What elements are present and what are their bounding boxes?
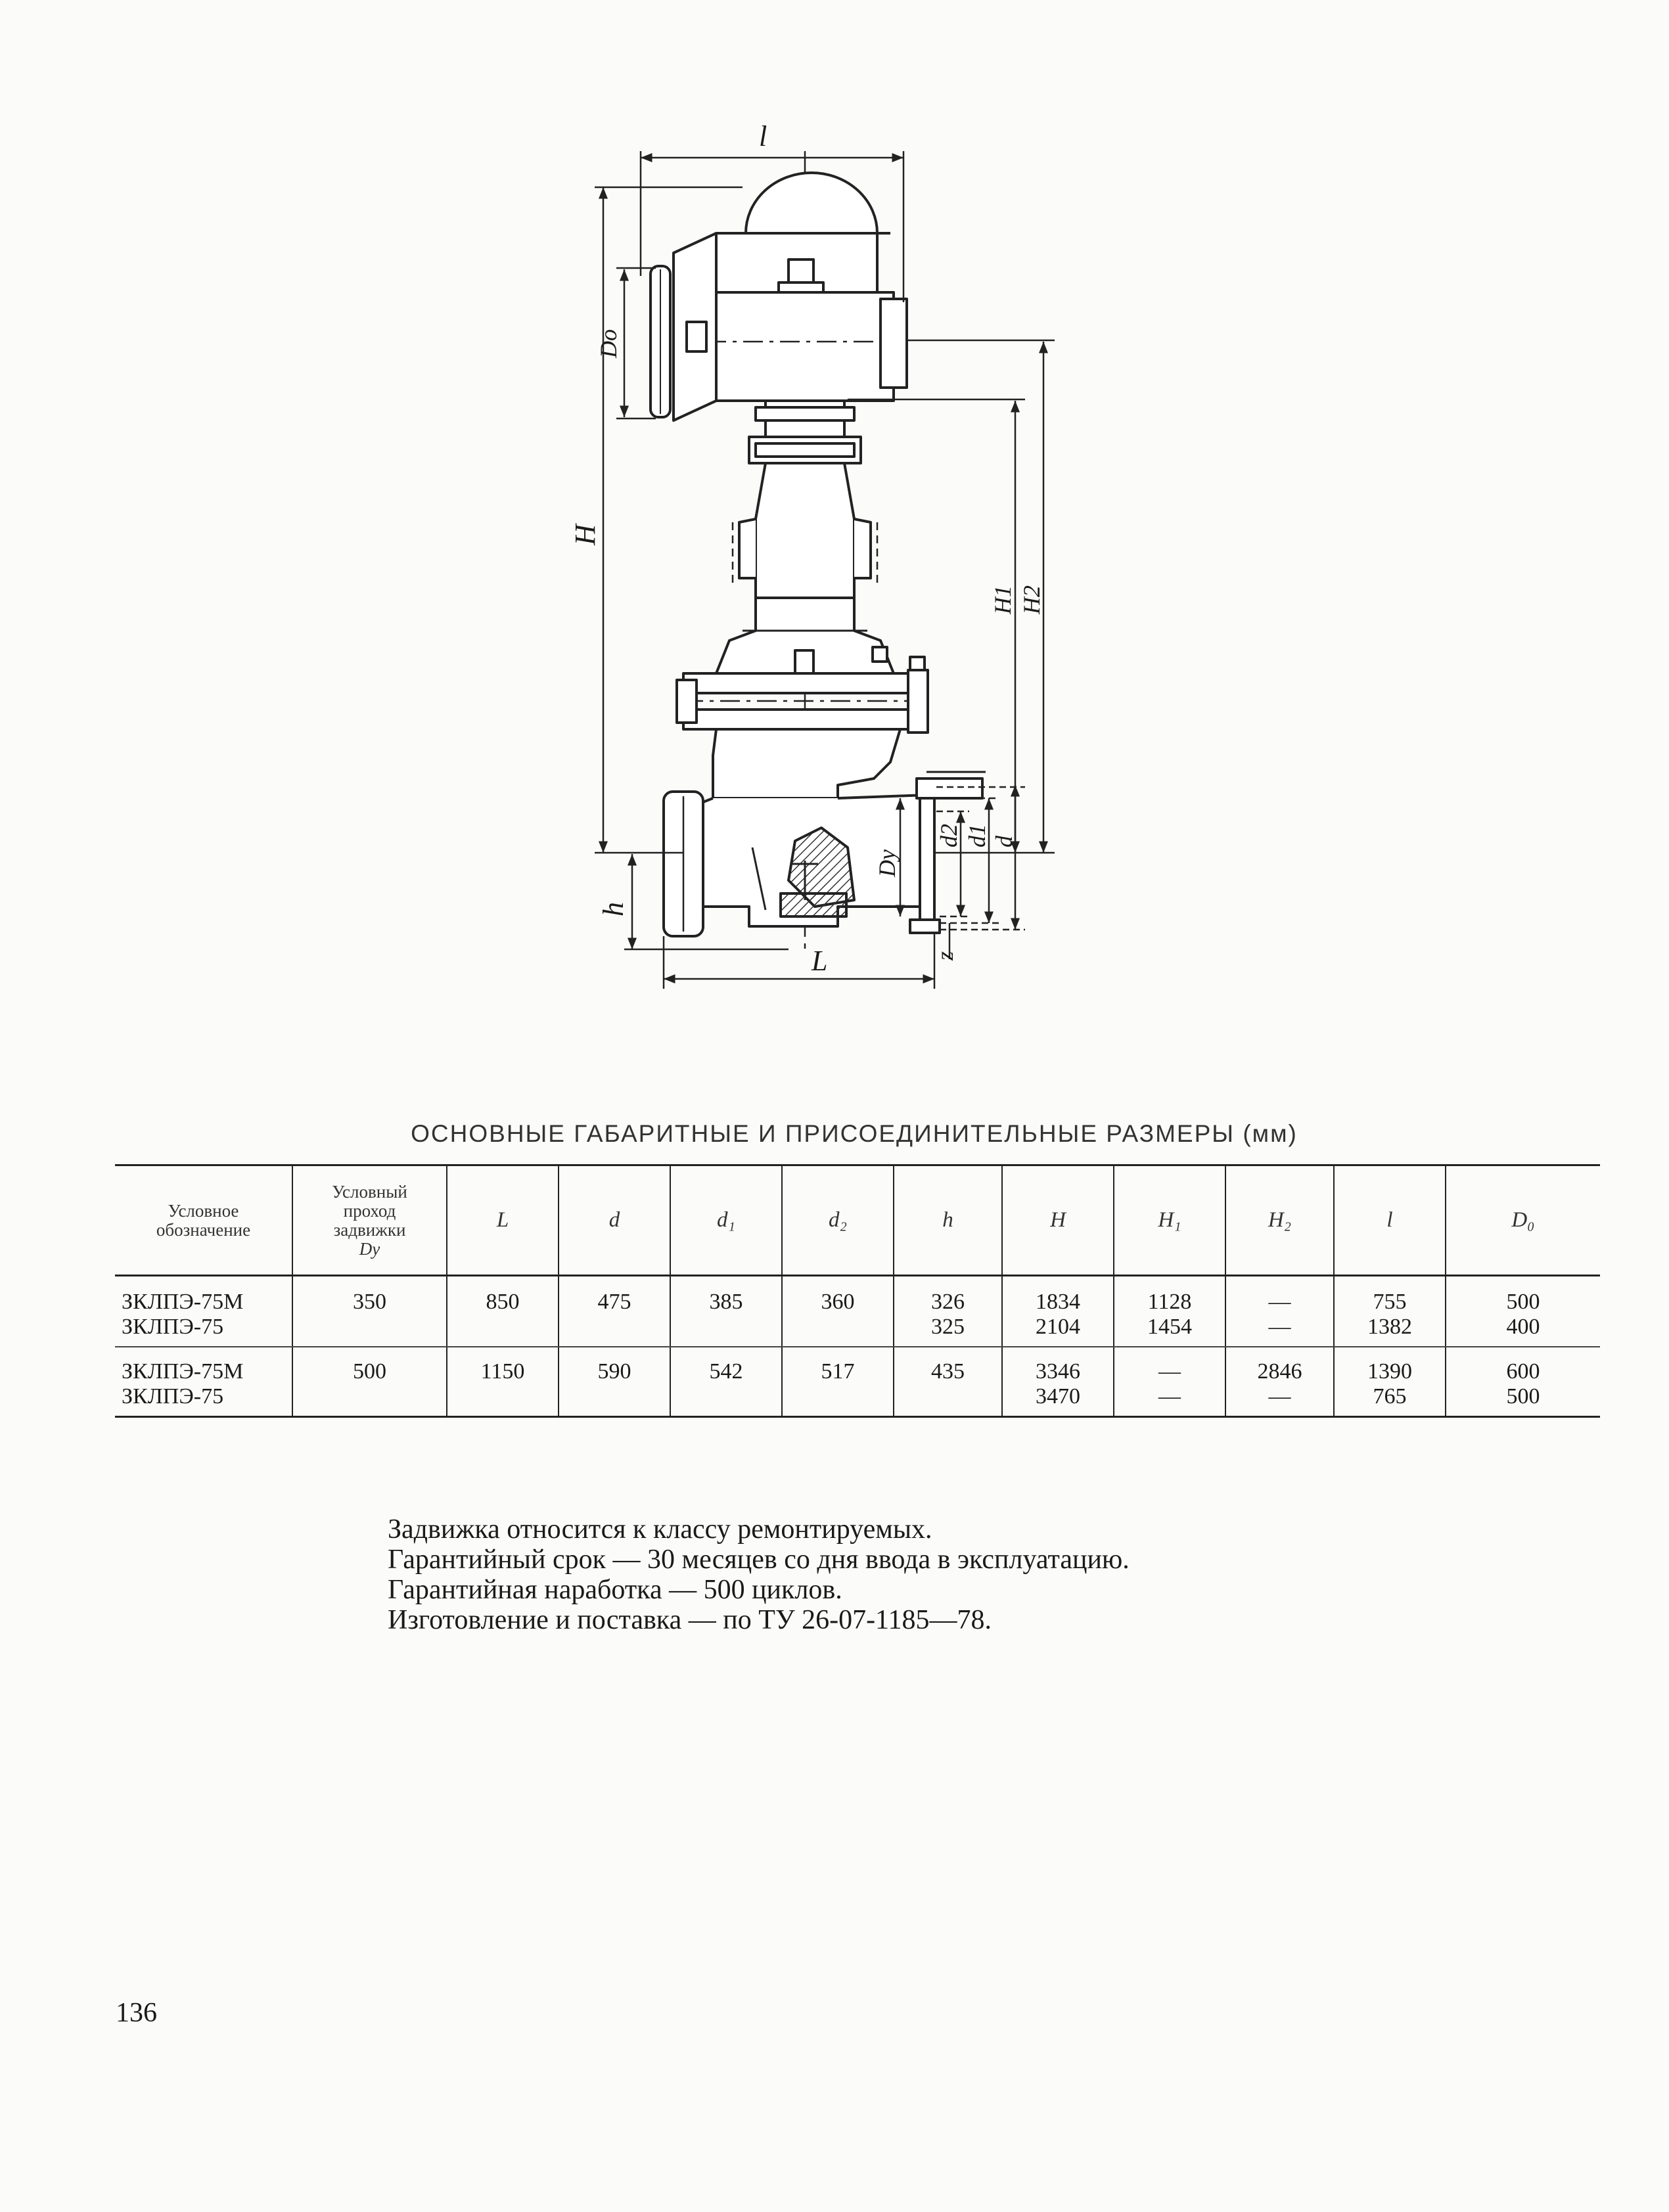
outlet-pipe [920, 788, 934, 926]
yoke [756, 463, 854, 598]
cell-value: 1390 [1367, 1359, 1412, 1384]
note-line: Гарантийная наработка — 500 циклов. [388, 1575, 842, 1605]
cell-value: 385 [709, 1290, 743, 1314]
table-cell [1334, 1347, 1446, 1417]
cell-value: — [1268, 1290, 1291, 1314]
table-cell [1114, 1276, 1225, 1347]
table-header-cell [894, 1165, 1002, 1276]
dim-z-label: z [932, 951, 958, 960]
table-header-cell [115, 1165, 292, 1276]
cell-value: 326 [931, 1290, 965, 1314]
table-header-row [115, 1165, 1600, 1276]
header-line: Условное [168, 1200, 239, 1221]
cell-value: 350 [353, 1290, 386, 1314]
header-line: H₂ [1268, 1208, 1292, 1232]
table-header-cell [1334, 1165, 1446, 1276]
cell-value: — [1268, 1384, 1291, 1409]
dim-d2-label: d2 [936, 824, 962, 847]
table-caption: ОСНОВНЫЕ ГАБАРИТНЫЕ И ПРИСОЕДИНИТЕЛЬНЫЕ РАЗМЕРЫ (мм) [411, 1120, 1298, 1147]
dim-H2-label: H2 [1018, 585, 1045, 614]
dimensions-table [115, 1164, 1600, 1418]
table-cell [559, 1276, 670, 1347]
cell-value: ЗКЛПЭ-75М [122, 1359, 244, 1384]
table-cell [1002, 1347, 1114, 1417]
table-cell [559, 1347, 670, 1417]
cell-value: 360 [821, 1290, 855, 1314]
table-header-cell [1002, 1165, 1114, 1276]
table-cell [1334, 1276, 1446, 1347]
cell-value: 765 [1373, 1384, 1407, 1409]
dim-Dy-label: Dy [874, 849, 900, 877]
cell-value: 500 [353, 1359, 386, 1384]
table-header-cell [1225, 1165, 1334, 1276]
table-cell [894, 1276, 1002, 1347]
dim-h-label: h [597, 902, 629, 916]
table-header-cell [447, 1165, 559, 1276]
cell-value: 3470 [1036, 1384, 1080, 1409]
cell-value: ЗКЛПЭ-75М [122, 1290, 244, 1314]
table-header-cell [292, 1165, 447, 1276]
table-cell [1002, 1276, 1114, 1347]
table-cell [894, 1347, 1002, 1417]
cell-value: 1382 [1367, 1315, 1412, 1339]
dim-L [664, 933, 934, 989]
table-cell [1225, 1276, 1334, 1347]
dim-H-label: H [569, 524, 601, 545]
cell-value: 2846 [1257, 1359, 1302, 1384]
table-cell [115, 1347, 292, 1417]
cell-value: 600 [1506, 1359, 1540, 1384]
header-line: Dу [359, 1238, 380, 1259]
header-line: H [1050, 1208, 1066, 1232]
table-cell [115, 1276, 292, 1347]
table-row [115, 1347, 1600, 1417]
dim-d-group [936, 785, 1025, 959]
header-line: проход [343, 1200, 396, 1221]
note-line: Задвижка относится к классу ремонтируемых. [388, 1514, 932, 1545]
note-line: Изготовление и поставка — по ТУ 26-07-1185—78. [388, 1605, 992, 1635]
header-line: h [942, 1208, 953, 1232]
cell-value: 850 [486, 1290, 520, 1314]
table-header-cell [1446, 1165, 1600, 1276]
header-line: d₂ [829, 1208, 847, 1232]
table-cell [782, 1347, 894, 1417]
cell-value: 475 [597, 1290, 631, 1314]
table-cell [1225, 1347, 1334, 1417]
table-cell [292, 1347, 447, 1417]
cell-value: 1150 [480, 1359, 525, 1384]
cell-value: 542 [709, 1359, 743, 1384]
cell-value: 1128 [1147, 1290, 1192, 1314]
cell-value: 435 [931, 1359, 965, 1384]
dim-L-label: L [812, 945, 828, 977]
cell-value: ЗКЛПЭ-75 [122, 1315, 224, 1339]
dim-d1-label: d1 [964, 824, 990, 847]
table-cell [1114, 1347, 1225, 1417]
motor-dome [733, 173, 890, 233]
gate-valve-drawing [0, 0, 1669, 1025]
table-cell [782, 1276, 894, 1347]
header-line: d [608, 1208, 620, 1232]
table-header-cell [670, 1165, 782, 1276]
dim-d-label: d [991, 836, 1017, 847]
table-row [115, 1276, 1600, 1347]
header-line: задвижки [333, 1219, 406, 1240]
table-cell [292, 1276, 447, 1347]
cell-value: 500 [1506, 1290, 1540, 1314]
dim-Do-label: Do [595, 329, 622, 358]
header-line: L [496, 1208, 509, 1232]
notes-block [388, 1514, 1570, 1635]
cell-value: 400 [1506, 1315, 1540, 1339]
cell-value: — [1158, 1359, 1181, 1384]
cell-value: 755 [1373, 1290, 1407, 1314]
cell-value: — [1268, 1315, 1291, 1339]
cell-value: 3346 [1036, 1359, 1080, 1384]
table-cell [1446, 1347, 1600, 1417]
table-header-cell [782, 1165, 894, 1276]
cell-value: 325 [931, 1315, 965, 1339]
cell-value: 500 [1506, 1384, 1540, 1409]
cell-value: 517 [821, 1359, 855, 1384]
table-header-cell [559, 1165, 670, 1276]
cell-value: 2104 [1036, 1315, 1080, 1339]
table-cell [670, 1347, 782, 1417]
cell-value: ЗКЛПЭ-75 [122, 1384, 224, 1409]
table-cell [1446, 1276, 1600, 1347]
valve-body [713, 729, 900, 798]
dim-l-label: l [759, 120, 767, 152]
table-cell [447, 1347, 559, 1417]
header-line: d₁ [717, 1208, 735, 1232]
cell-value: — [1158, 1384, 1181, 1409]
header-line: l [1386, 1208, 1393, 1232]
header-line: D₀ [1511, 1208, 1535, 1232]
table-header-cell [1114, 1165, 1225, 1276]
cell-value: 1834 [1036, 1290, 1080, 1314]
header-line: Условный [332, 1181, 407, 1202]
cell-value: 1454 [1147, 1315, 1192, 1339]
note-line: Гарантийный срок — 30 месяцев со дня ввода в эксплуатацию. [388, 1545, 1130, 1575]
dim-H1-label: H1 [990, 585, 1016, 614]
header-line: H₁ [1158, 1208, 1181, 1232]
table-cell [670, 1276, 782, 1347]
header-line: обозначение [156, 1219, 251, 1240]
page-number: 136 [116, 1998, 157, 2028]
gearbox-body [706, 292, 894, 401]
cell-value: 590 [597, 1359, 631, 1384]
table-cell [447, 1276, 559, 1347]
